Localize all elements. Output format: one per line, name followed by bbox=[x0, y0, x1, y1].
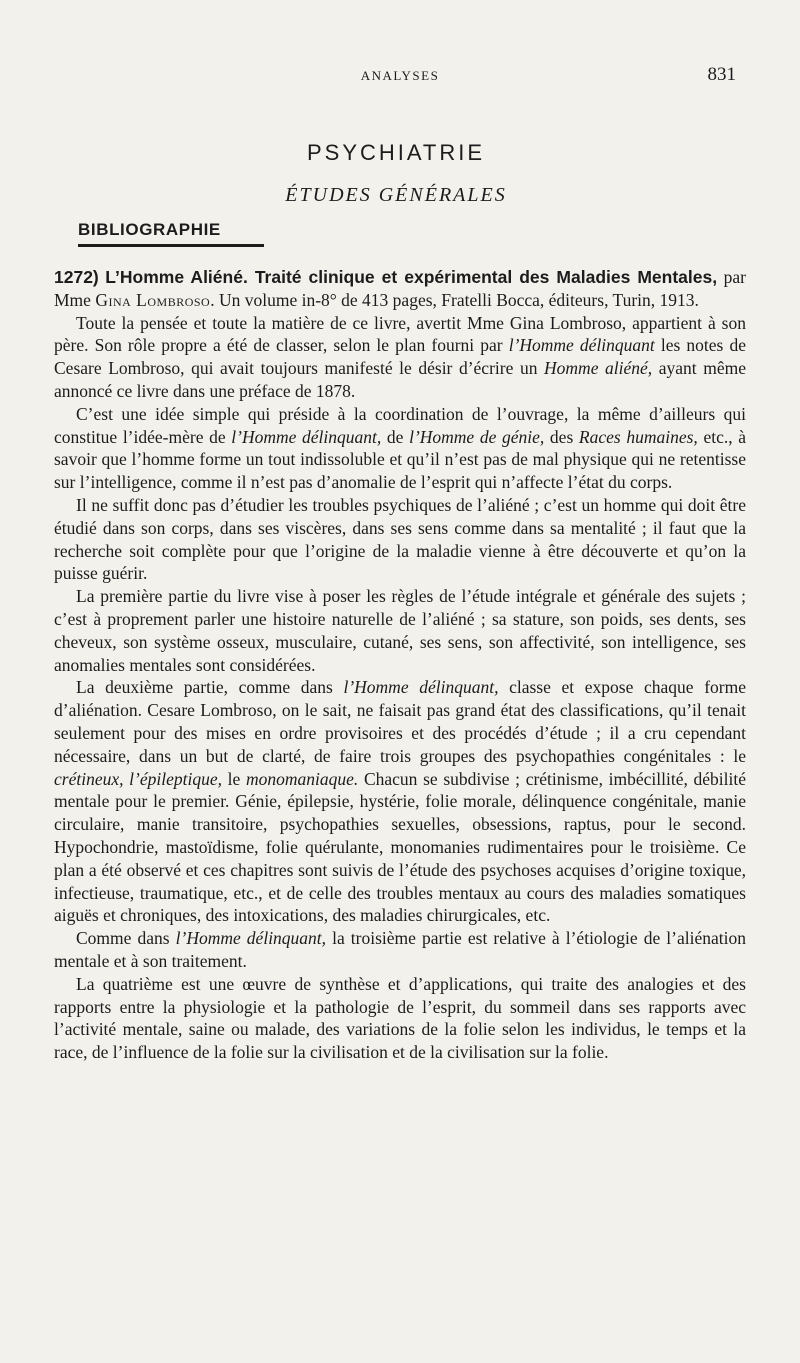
p5-text-g: le bbox=[222, 768, 246, 789]
entry-number: 1272) bbox=[54, 267, 99, 287]
running-header bbox=[0, 64, 800, 88]
p5-text-c: classe et expose chaque forme d’aliénation. Cesare Lombroso, on le sait, ne faisait pas grand état des classifications, qu’il tenait seulement pour des mises en ordre provisoires et des procédés d’étude ; il a cru cependant nécessaire, dans un but de clarté, de faire trois groupes des psychopathies congénitales : le bbox=[54, 677, 746, 766]
running-title: ANALYSES bbox=[360, 68, 440, 83]
p6-text-a: Comme dans bbox=[76, 928, 176, 949]
p5-italic-d: crétineux, bbox=[54, 768, 124, 789]
p2-text-e: des bbox=[544, 426, 579, 447]
paragraph-6 bbox=[54, 927, 746, 973]
paragraph-1 bbox=[54, 312, 746, 403]
p5-italic-f: l’épileptique, bbox=[129, 768, 222, 789]
paragraph-7: La quatrième est une œuvre de synthèse et d’applications, qui traite des analogies et des rapports entre la physiologie et la pathologie de l’esprit, du sommeil dans ses rapports avec l’activité mentale, saine ou malade, des variations de la folie selon les individus, le temps et la race, de l’influence de la folie sur la civilisation et de la civilisation sur la folie. bbox=[54, 973, 746, 1063]
p5-text-i: Chacun se subdivise ; crétinisme, imbécillité, débilité mentale pour le premier. Génie, épilepsie, hystérie, folie morale, délinquence congénitale, manie circulaire, manie transitoire, psychopathies sexuelles, obsessions, raptus, pour le second. Hypochondrie, mastoïdisme, folie quérulante, monomanies rudimentaires pour le troisième. Ce plan a été observé et ces chapitres sont suivis de l’étude des psychoses acquises d’origine toxique, infectieuse, traumatique, etc., et de celle des troubles mentaux au cours des maladies somatiques aiguës et chroniques, des intoxications, des maladies chirurgicales, etc. bbox=[54, 768, 747, 926]
p2-italic-d: l’Homme de génie, bbox=[409, 426, 545, 447]
p1-italic-d: Homme aliéné, bbox=[544, 358, 653, 379]
paragraph-2 bbox=[54, 403, 746, 494]
paragraph-3: Il ne suffit donc pas d’étudier les troubles psychiques de l’aliéné ; c’est un homme qui doit être étudié dans son corps, dans ses viscères, dans ses sens comme dans sa mentalité ; il faut que la recherche soit complète pour que l’origine de la maladie vienne à être découverte et qu’on la puisse guérir. bbox=[54, 494, 746, 584]
p6-text-c: la troisième partie est relative à l’étiologie de l’aliénation mentale et à son traitement. bbox=[54, 928, 746, 971]
entry-title: L’Homme Aliéné. Traité clinique et expérimental des Maladies Mentales, bbox=[105, 267, 718, 287]
p1-text-a: Toute la pensée et toute la matière de ce livre, avertit Mme Gina Lombroso, appartient à son père. Son rôle propre a été de classer, selon le plan fourni par bbox=[54, 312, 746, 356]
entry-body bbox=[54, 312, 746, 1064]
p5-italic-h: monomaniaque. bbox=[246, 768, 359, 789]
p6-italic-b: l’Homme délinquant, bbox=[175, 928, 327, 949]
p5-italic-b: l’Homme délinquant, bbox=[343, 677, 499, 698]
bibliography-underline bbox=[78, 244, 264, 247]
p2-text-c: de bbox=[381, 426, 410, 447]
p5-text-a: La deuxième partie, comme dans bbox=[76, 677, 344, 698]
p2-text-g: etc., à savoir que l’homme forme un tout indissoluble et qu’il n’est pas de mal physique qui ne retentisse sur l’intelligence, comme il n’est pas d’anomalie de l’esprit qui n’affecte l’état du corps. bbox=[54, 426, 746, 493]
bibliography-heading: BIBLIOGRAPHIE bbox=[78, 220, 221, 239]
p2-text-a: C’est une idée simple qui préside à la coordination de l’ouvrage, la même d’ailleurs qui constitue l’idée-mère de bbox=[54, 403, 746, 447]
p1-italic-b: l’Homme délinquant bbox=[508, 335, 655, 356]
entry-author: Gina Lombroso bbox=[95, 289, 211, 310]
entry-by: par Mme bbox=[54, 267, 746, 310]
p1-text-c: les notes de Cesare Lombroso, qui avait toujours manifesté le désir d’écrire un bbox=[54, 335, 746, 379]
entry-heading bbox=[54, 266, 746, 312]
paragraph-5 bbox=[54, 676, 746, 927]
p1-text-e: ayant même annoncé ce livre dans une préface de 1878. bbox=[54, 358, 747, 401]
section-title: PSYCHIATRIE bbox=[306, 140, 486, 165]
entry-details: . Un volume in-8° de 413 pages, Fratelli Bocca, éditeurs, Turin, 1913. bbox=[210, 289, 699, 310]
page-number: 831 bbox=[707, 64, 736, 85]
p2-italic-b: l’Homme délinquant, bbox=[231, 426, 382, 447]
p2-italic-f: Races humaines, bbox=[578, 426, 698, 447]
subsection-title: ÉTUDES GÉNÉRALES bbox=[285, 184, 507, 206]
review-entry bbox=[54, 266, 746, 1064]
paragraph-4: La première partie du livre vise à poser les règles de l’étude intégrale et générale des sujets ; c’est à proprement parler une histoire naturelle de l’aliéné ; sa stature, son poids, ses dents, ses cheveux, son système osseux, musculaire, cutané, ses sens, son affectivité, son intelligence, ses anomalies mentales sont considérées. bbox=[54, 586, 746, 675]
